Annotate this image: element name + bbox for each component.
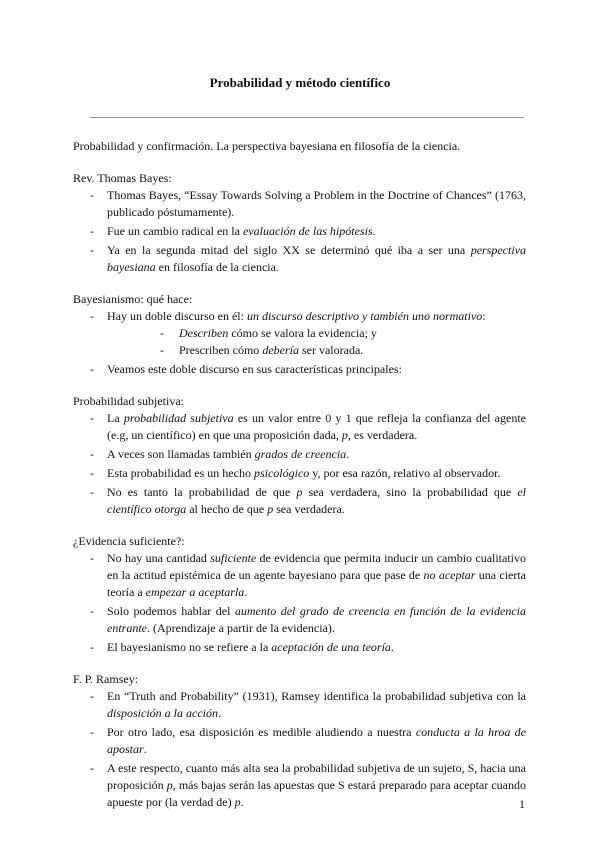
subjetiva-list (73, 410, 526, 518)
list-item: - Solo podemos hablar del aumento del grado de creencia en función de la evidencia entrante. (Aprendizaje a partir de la evidencia). (73, 603, 526, 637)
title-divider (90, 117, 524, 118)
evidencia-list (73, 550, 526, 656)
document-title: Probabilidad y método científico (209, 75, 391, 90)
list-item: - A este respecto, cuanto más alta sea la probabilidad subjetiva de un sujeto, S, hacia una proposición p, más bajas serán las apuestas que S estará preparado para aceptar cuando apueste por (la verdad de) p. (73, 760, 526, 811)
section-heading-bayes: Rev. Thomas Bayes: (73, 171, 172, 185)
sub-list-item: - Prescriben cómo debería ser valorada. (141, 342, 526, 359)
list-item: - Esta probabilidad es un hecho psicológico y, por esa razón, relativo al observador. (73, 465, 526, 482)
section-heading-ramsey: F. P. Ramsey: (73, 672, 139, 686)
document-body (73, 138, 526, 826)
intro-paragraph: Probabilidad y confirmación. La perspectiva bayesiana en filosofía de la ciencia. (73, 139, 461, 153)
list-item: - El bayesianismo no se refiere a la aceptación de una teoría. (73, 639, 526, 656)
list-item: - Hay un doble discurso en él: un discurso descriptivo y también uno normativo: - Describen cómo se valora la evidencia; y - Prescriben cómo debería ser valorada. (73, 308, 526, 359)
list-item: - No es tanto la probabilidad de que p sea verdadera, sino la probabilidad que el científico otorga al hecho de que p sea verdadera. (73, 484, 526, 518)
sub-list (107, 325, 526, 359)
section-heading-evidencia: ¿Evidencia suficiente?: (73, 534, 185, 548)
bayesianismo-list (73, 308, 526, 378)
list-item: - Veamos este doble discurso en sus características principales: (73, 361, 526, 378)
list-item: - Ya en la segunda mitad del siglo XX se determinó qué iba a ser una perspectiva bayesiana en filosofía de la ciencia. (73, 242, 526, 276)
list-item: - Por otro lado, esa disposición es medible aludiendo a nuestra conducta a la hroa de apostar. (73, 724, 526, 758)
list-item: - En “Truth and Probability” (1931), Ramsey identifica la probabilidad subjetiva con la disposición a la acción. (73, 688, 526, 722)
sub-list-item: - Describen cómo se valora la evidencia; y (141, 325, 526, 342)
section-heading-bayesianismo: Bayesianismo: qué hace: (73, 292, 193, 306)
ramsey-list (73, 688, 526, 811)
page-number: 1 (519, 797, 525, 811)
list-item: - A veces son llamadas también grados de creencia. (73, 446, 526, 463)
list-item: - Thomas Bayes, “Essay Towards Solving a Problem in the Doctrine of Chances” (1763, publicado póstumamente). (73, 187, 526, 221)
list-item: - No hay una cantidad suficiente de evidencia que permita inducir un cambio cualitativo en la actitud epistémica de un agente bayesiano para que pase de no aceptar una cierta teoría a empezar a aceptarla. (73, 550, 526, 601)
list-item: - Fue un cambio radical en la evaluación de las hipótesis. (73, 223, 526, 240)
bayes-list (73, 187, 526, 276)
section-heading-subjetiva: Probabilidad subjetiva: (73, 394, 184, 408)
list-item: - La probabilidad subjetiva es un valor entre 0 y 1 que refleja la confianza del agente (e.g, un científico) en que una proposición dada, p, es verdadera. (73, 410, 526, 444)
